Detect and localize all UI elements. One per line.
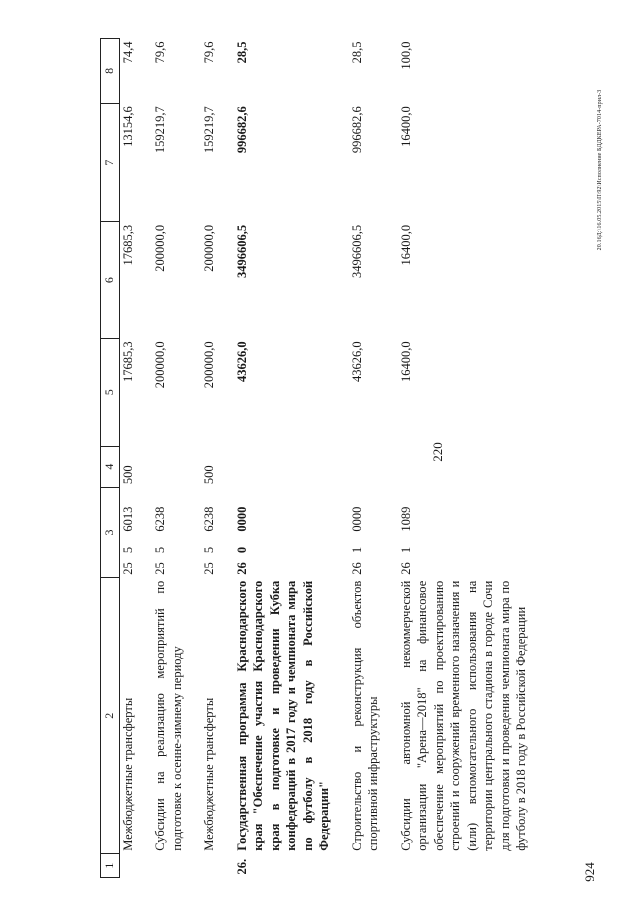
code-program: 25 [153,562,168,575]
page-number-bottom: 924 [582,862,597,882]
code-expense-type [349,446,382,487]
code-subprogram: 1 [398,546,413,554]
value-approved: 43626,0 [349,341,364,382]
code-direction: 6238 [202,506,217,532]
row-number [119,854,136,878]
column-header: 1 [101,854,120,878]
code-direction: 6013 [120,506,135,532]
table-row [349,39,382,878]
value-refined: 200000,0 [202,224,217,272]
row-number [152,854,185,878]
value-percent: 79,6 [153,41,168,64]
code-direction: 0000 [234,506,249,532]
spacer-cell [185,39,201,878]
value-percent: 79,6 [202,41,217,64]
row-number [201,854,218,878]
value-refined: 16400,0 [398,224,413,266]
row-spacer [218,39,234,878]
row-spacer [382,39,398,878]
value-refined: 3496606,5 [234,224,249,279]
value-percent: 28,5 [234,41,249,64]
row-spacer [333,39,349,878]
value-percent: 100,0 [398,41,413,70]
column-header: 5 [101,338,120,446]
table-header-row [101,39,120,878]
code-subprogram: 0 [234,546,249,554]
row-number [349,854,382,878]
page-number-top: 220 [430,442,445,462]
value-executed: 159219,7 [202,106,217,154]
row-number [398,854,530,878]
value-refined: 17685,3 [120,224,135,266]
code-program: 25 [202,562,217,575]
row-name: Строительство и реконструкция объектов спортивной инфраструктуры [349,580,381,851]
column-header: 8 [101,39,120,104]
code-expense-type [234,446,333,487]
value-executed: 16400,0 [398,106,413,147]
table-row [201,39,218,878]
spacer-cell [382,39,398,878]
column-header: 6 [101,222,120,338]
budget-table [100,38,530,878]
budget-table-container [100,38,562,878]
value-executed: 159219,7 [153,106,168,154]
row-name: Межбюджетные трансферты [202,697,217,851]
column-header: 2 [101,578,120,854]
value-refined: 200000,0 [153,224,168,272]
spacer-cell [136,39,152,878]
row-spacer [136,39,152,878]
code-subprogram: 5 [202,546,217,554]
row-name: Субсидии автономной некоммерческой организации "Арена—2018" на финансовое обеспечение мероприятий по проектированию строений и сооружений временного назначения и (или) вспомогательного использования на территории центрального стадиона в городе Сочи для подготовки и проведения чемпионата мира по футболу в 2018 году в Российской Федерации [398,580,529,851]
value-approved: 17685,3 [120,341,135,382]
value-percent: 28,5 [349,41,364,64]
spacer-cell [218,39,234,878]
code-expense-type: 500 [120,465,135,485]
column-header: 3 [101,487,120,578]
code-program: 25 [120,562,135,575]
code-subprogram: 5 [120,546,135,554]
value-approved: 200000,0 [202,341,217,389]
code-subprogram: 1 [349,546,364,554]
footer-file-path: 20.16Д:\16.05.2015\П\92\Исполнение БДДКЕРА-7014-прил-3 [597,89,603,251]
code-direction: 6238 [153,506,168,532]
code-direction: 1089 [398,506,413,532]
code-expense-type [398,446,530,487]
value-executed: 996682,6 [234,106,249,154]
value-refined: 3496606,5 [349,224,364,279]
row-name: Межбюджетные трансферты [120,697,135,851]
code-program: 26 [349,562,364,575]
value-approved: 43626,0 [234,341,249,382]
code-subprogram: 5 [153,546,168,554]
value-approved: 16400,0 [398,341,413,382]
value-executed: 13154,6 [120,106,135,147]
code-expense-type: 500 [202,465,217,485]
row-name: Субсидии на реализацию мероприятий по подготовке к осенне-зимнему периоду [153,580,184,851]
spacer-cell [333,39,349,878]
row-number: 26. [234,858,249,875]
table-row [152,39,185,878]
value-percent: 74,4 [120,41,135,64]
row-spacer [185,39,201,878]
code-program: 26 [398,562,413,575]
value-executed: 996682,6 [349,106,364,154]
table-row [119,39,136,878]
row-name: Государственная программа Краснодарского края "Обеспечение участия Краснодарского края в подготовке и проведении Кубка конфедераций в 2017 году и чемпионата мира по футболу в 2018 году в Российской Федерации" [234,580,332,851]
code-direction: 0000 [349,506,364,532]
table-row [234,39,333,878]
code-expense-type [152,446,185,487]
value-approved: 200000,0 [153,341,168,389]
code-program: 26 [234,562,249,575]
table-row [398,39,530,878]
column-header: 4 [101,446,120,487]
column-header: 7 [101,103,120,222]
